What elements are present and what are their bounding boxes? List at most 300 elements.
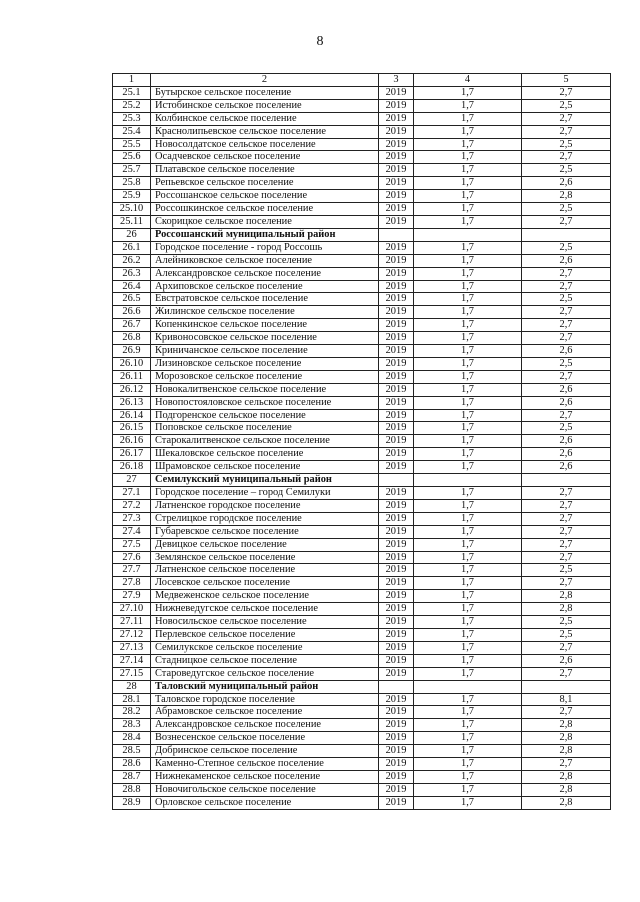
value-col4-cell: 1,7: [414, 577, 522, 590]
year-cell: 2019: [379, 112, 414, 125]
value-col5-cell: 2,8: [522, 603, 611, 616]
year-cell: 2019: [379, 525, 414, 538]
year-cell: 2019: [379, 551, 414, 564]
value-col4-cell: 1,7: [414, 719, 522, 732]
value-col5-cell: [522, 474, 611, 487]
settlement-name-cell: Землянское сельское поселение: [151, 551, 379, 564]
value-col4-cell: 1,7: [414, 215, 522, 228]
row-number-cell: 27.6: [113, 551, 151, 564]
value-col5-cell: 2,6: [522, 345, 611, 358]
row-number-cell: 26.1: [113, 241, 151, 254]
row-number-cell: 28.3: [113, 719, 151, 732]
settlement-name-cell: Алейниковское сельское поселение: [151, 254, 379, 267]
year-cell: 2019: [379, 86, 414, 99]
value-col4-cell: 1,7: [414, 357, 522, 370]
year-cell: 2019: [379, 396, 414, 409]
value-col4-cell: 1,7: [414, 151, 522, 164]
year-cell: 2019: [379, 164, 414, 177]
value-col5-cell: 2,8: [522, 770, 611, 783]
row-number-cell: 28.8: [113, 783, 151, 796]
settlement-name-cell: Репьевское сельское поселение: [151, 177, 379, 190]
year-cell: 2019: [379, 267, 414, 280]
value-col5-cell: 2,6: [522, 254, 611, 267]
row-number-cell: 28.2: [113, 706, 151, 719]
row-number-cell: 25.7: [113, 164, 151, 177]
year-cell: 2019: [379, 190, 414, 203]
header-cell-2: 2: [151, 74, 379, 87]
year-cell: [379, 228, 414, 241]
row-number-cell: 26.8: [113, 332, 151, 345]
district-row: [113, 228, 611, 241]
settlement-name-cell: Евстратовское сельское поселение: [151, 293, 379, 306]
value-col4-cell: 1,7: [414, 641, 522, 654]
table-row: [113, 745, 611, 758]
settlement-name-cell: Александровское сельское поселение: [151, 267, 379, 280]
value-col4-cell: 1,7: [414, 525, 522, 538]
year-cell: 2019: [379, 512, 414, 525]
value-col5-cell: 2,7: [522, 370, 611, 383]
year-cell: 2019: [379, 590, 414, 603]
settlement-name-cell: Стадницкое сельское поселение: [151, 654, 379, 667]
year-cell: 2019: [379, 654, 414, 667]
table-row: [113, 487, 611, 500]
settlement-name-cell: Колбинское сельское поселение: [151, 112, 379, 125]
value-col5-cell: 2,5: [522, 422, 611, 435]
value-col5-cell: [522, 680, 611, 693]
value-col5-cell: [522, 228, 611, 241]
value-col4-cell: 1,7: [414, 396, 522, 409]
table-row: [113, 719, 611, 732]
settlement-name-cell: Нижневедугское сельское поселение: [151, 603, 379, 616]
settlement-name-cell: Нижнекаменское сельское поселение: [151, 770, 379, 783]
table-row: [113, 383, 611, 396]
value-col5-cell: 2,7: [522, 706, 611, 719]
table-row: [113, 138, 611, 151]
settlement-name-cell: Жилинское сельское поселение: [151, 306, 379, 319]
value-col5-cell: 2,7: [522, 409, 611, 422]
value-col5-cell: 2,7: [522, 267, 611, 280]
table-row: [113, 345, 611, 358]
table-row: [113, 409, 611, 422]
table-row: [113, 99, 611, 112]
year-cell: 2019: [379, 306, 414, 319]
row-number-cell: 25.9: [113, 190, 151, 203]
year-cell: 2019: [379, 319, 414, 332]
row-number-cell: 27.9: [113, 590, 151, 603]
year-cell: 2019: [379, 719, 414, 732]
value-col4-cell: 1,7: [414, 306, 522, 319]
table-row: [113, 396, 611, 409]
row-number-cell: 26.7: [113, 319, 151, 332]
value-col5-cell: 2,7: [522, 112, 611, 125]
row-number-cell: 27.5: [113, 538, 151, 551]
year-cell: 2019: [379, 499, 414, 512]
settlement-name-cell: Россошанский муниципальный район: [151, 228, 379, 241]
year-cell: 2019: [379, 280, 414, 293]
year-cell: 2019: [379, 564, 414, 577]
header-cell-5: 5: [522, 74, 611, 87]
row-number-cell: 25.2: [113, 99, 151, 112]
header-cell-1: 1: [113, 74, 151, 87]
settlements-table: [112, 73, 611, 810]
settlement-name-cell: Новосильское сельское поселение: [151, 616, 379, 629]
settlement-name-cell: Семилукское сельское поселение: [151, 641, 379, 654]
year-cell: 2019: [379, 448, 414, 461]
year-cell: 2019: [379, 332, 414, 345]
table-row: [113, 706, 611, 719]
value-col4-cell: 1,7: [414, 319, 522, 332]
table-row: [113, 332, 611, 345]
year-cell: 2019: [379, 487, 414, 500]
settlement-name-cell: Россошанское сельское поселение: [151, 190, 379, 203]
value-col4-cell: 1,7: [414, 745, 522, 758]
row-number-cell: 26.12: [113, 383, 151, 396]
row-number-cell: 26.10: [113, 357, 151, 370]
settlement-name-cell: Семилукский муниципальный район: [151, 474, 379, 487]
row-number-cell: 27.2: [113, 499, 151, 512]
value-col4-cell: 1,7: [414, 512, 522, 525]
value-col4-cell: 1,7: [414, 254, 522, 267]
value-col5-cell: 2,8: [522, 745, 611, 758]
year-cell: 2019: [379, 138, 414, 151]
settlement-name-cell: Платавское сельское поселение: [151, 164, 379, 177]
header-row: [113, 74, 611, 87]
value-col4-cell: 1,7: [414, 487, 522, 500]
value-col4-cell: 1,7: [414, 551, 522, 564]
settlement-name-cell: Криничанское сельское поселение: [151, 345, 379, 358]
value-col4-cell: 1,7: [414, 732, 522, 745]
table-row: [113, 203, 611, 216]
district-row: [113, 680, 611, 693]
table-row: [113, 319, 611, 332]
value-col5-cell: 2,8: [522, 732, 611, 745]
value-col5-cell: 2,5: [522, 564, 611, 577]
value-col5-cell: 2,6: [522, 461, 611, 474]
table-row: [113, 293, 611, 306]
settlement-name-cell: Медвеженское сельское поселение: [151, 590, 379, 603]
value-col5-cell: 2,8: [522, 719, 611, 732]
value-col5-cell: 2,7: [522, 641, 611, 654]
value-col4-cell: 1,7: [414, 86, 522, 99]
year-cell: 2019: [379, 538, 414, 551]
value-col4-cell: 1,7: [414, 564, 522, 577]
settlement-name-cell: Александровское сельское поселение: [151, 719, 379, 732]
settlement-name-cell: Архиповское сельское поселение: [151, 280, 379, 293]
settlement-name-cell: Лосевское сельское поселение: [151, 577, 379, 590]
row-number-cell: 26.16: [113, 435, 151, 448]
table-row: [113, 628, 611, 641]
value-col5-cell: 2,5: [522, 357, 611, 370]
value-col5-cell: 2,6: [522, 396, 611, 409]
settlement-name-cell: Скорицкое сельское поселение: [151, 215, 379, 228]
table-row: [113, 538, 611, 551]
year-cell: 2019: [379, 783, 414, 796]
value-col4-cell: 1,7: [414, 422, 522, 435]
table-row: [113, 306, 611, 319]
row-number-cell: 28.1: [113, 693, 151, 706]
year-cell: 2019: [379, 641, 414, 654]
year-cell: 2019: [379, 345, 414, 358]
table-row: [113, 125, 611, 138]
value-col5-cell: 2,7: [522, 319, 611, 332]
settlement-name-cell: Абрамовское сельское поселение: [151, 706, 379, 719]
year-cell: 2019: [379, 177, 414, 190]
value-col5-cell: 2,5: [522, 628, 611, 641]
settlement-name-cell: Россошкинское сельское поселение: [151, 203, 379, 216]
value-col5-cell: 2,7: [522, 125, 611, 138]
value-col4-cell: [414, 228, 522, 241]
value-col5-cell: 2,7: [522, 499, 611, 512]
value-col5-cell: 2,7: [522, 512, 611, 525]
row-number-cell: 27.4: [113, 525, 151, 538]
value-col5-cell: 2,6: [522, 448, 611, 461]
table-row: [113, 654, 611, 667]
year-cell: 2019: [379, 203, 414, 216]
settlement-name-cell: Таловский муниципальный район: [151, 680, 379, 693]
row-number-cell: 26.2: [113, 254, 151, 267]
value-col5-cell: 2,6: [522, 383, 611, 396]
settlement-name-cell: Морозовское сельское поселение: [151, 370, 379, 383]
row-number-cell: 28.4: [113, 732, 151, 745]
row-number-cell: 25.8: [113, 177, 151, 190]
row-number-cell: 27.12: [113, 628, 151, 641]
value-col4-cell: 1,7: [414, 590, 522, 603]
table-row: [113, 254, 611, 267]
table-row: [113, 577, 611, 590]
row-number-cell: 27.1: [113, 487, 151, 500]
value-col4-cell: 1,7: [414, 125, 522, 138]
settlement-name-cell: Каменно-Степное сельское поселение: [151, 758, 379, 771]
year-cell: 2019: [379, 770, 414, 783]
value-col5-cell: 2,5: [522, 203, 611, 216]
year-cell: 2019: [379, 667, 414, 680]
row-number-cell: 26.9: [113, 345, 151, 358]
year-cell: 2019: [379, 461, 414, 474]
value-col5-cell: 2,7: [522, 306, 611, 319]
value-col5-cell: 2,8: [522, 796, 611, 809]
table-row: [113, 796, 611, 809]
value-col5-cell: 2,6: [522, 177, 611, 190]
settlement-name-cell: Новочигольское сельское поселение: [151, 783, 379, 796]
table-row: [113, 151, 611, 164]
value-col4-cell: 1,7: [414, 616, 522, 629]
year-cell: 2019: [379, 357, 414, 370]
table-row: [113, 732, 611, 745]
value-col5-cell: 2,5: [522, 99, 611, 112]
row-number-cell: 26: [113, 228, 151, 241]
settlement-name-cell: Осадчевское сельское поселение: [151, 151, 379, 164]
value-col4-cell: [414, 680, 522, 693]
table-row: [113, 499, 611, 512]
value-col5-cell: 2,8: [522, 590, 611, 603]
settlement-name-cell: Стрелицкое городское поселение: [151, 512, 379, 525]
table-body: [113, 74, 611, 810]
settlement-name-cell: Истобинское сельское поселение: [151, 99, 379, 112]
year-cell: 2019: [379, 99, 414, 112]
value-col4-cell: 1,7: [414, 770, 522, 783]
table-row: [113, 783, 611, 796]
settlement-name-cell: Губаревское сельское поселение: [151, 525, 379, 538]
settlement-name-cell: Городское поселение - город Россошь: [151, 241, 379, 254]
table-row: [113, 603, 611, 616]
table-row: [113, 190, 611, 203]
table-row: [113, 525, 611, 538]
value-col4-cell: 1,7: [414, 370, 522, 383]
settlement-name-cell: Шекаловское сельское поселение: [151, 448, 379, 461]
value-col4-cell: 1,7: [414, 345, 522, 358]
year-cell: 2019: [379, 435, 414, 448]
table-row: [113, 280, 611, 293]
value-col4-cell: [414, 474, 522, 487]
row-number-cell: 27.3: [113, 512, 151, 525]
value-col4-cell: 1,7: [414, 435, 522, 448]
year-cell: 2019: [379, 215, 414, 228]
settlement-name-cell: Бутырское сельское поселение: [151, 86, 379, 99]
row-number-cell: 26.5: [113, 293, 151, 306]
table-row: [113, 422, 611, 435]
value-col4-cell: 1,7: [414, 112, 522, 125]
table-row: [113, 616, 611, 629]
value-col4-cell: 1,7: [414, 177, 522, 190]
table-row: [113, 693, 611, 706]
row-number-cell: 28: [113, 680, 151, 693]
value-col5-cell: 2,5: [522, 616, 611, 629]
value-col5-cell: 2,5: [522, 164, 611, 177]
row-number-cell: 26.17: [113, 448, 151, 461]
row-number-cell: 25.3: [113, 112, 151, 125]
year-cell: 2019: [379, 706, 414, 719]
year-cell: 2019: [379, 577, 414, 590]
year-cell: 2019: [379, 409, 414, 422]
year-cell: 2019: [379, 370, 414, 383]
settlement-name-cell: Краснолипьевское сельское поселение: [151, 125, 379, 138]
value-col4-cell: 1,7: [414, 99, 522, 112]
settlement-name-cell: Городское поселение – город Семилуки: [151, 487, 379, 500]
table-row: [113, 512, 611, 525]
table-row: [113, 241, 611, 254]
value-col4-cell: 1,7: [414, 241, 522, 254]
row-number-cell: 25.10: [113, 203, 151, 216]
value-col5-cell: 8,1: [522, 693, 611, 706]
table-row: [113, 435, 611, 448]
year-cell: 2019: [379, 293, 414, 306]
year-cell: 2019: [379, 241, 414, 254]
settlement-name-cell: Старокалитвенское сельское поселение: [151, 435, 379, 448]
row-number-cell: 26.15: [113, 422, 151, 435]
table-row: [113, 641, 611, 654]
table-row: [113, 370, 611, 383]
value-col5-cell: 2,7: [522, 215, 611, 228]
row-number-cell: 25.5: [113, 138, 151, 151]
value-col4-cell: 1,7: [414, 796, 522, 809]
row-number-cell: 28.9: [113, 796, 151, 809]
settlement-name-cell: Новокалитвенское сельское поселение: [151, 383, 379, 396]
value-col4-cell: 1,7: [414, 332, 522, 345]
settlement-name-cell: Девицкое сельское поселение: [151, 538, 379, 551]
value-col4-cell: 1,7: [414, 461, 522, 474]
value-col5-cell: 2,7: [522, 487, 611, 500]
settlement-name-cell: Латненское сельское поселение: [151, 564, 379, 577]
value-col5-cell: 2,6: [522, 654, 611, 667]
settlement-name-cell: Лизиновское сельское поселение: [151, 357, 379, 370]
value-col5-cell: 2,7: [522, 280, 611, 293]
year-cell: 2019: [379, 628, 414, 641]
value-col5-cell: 2,7: [522, 538, 611, 551]
value-col4-cell: 1,7: [414, 628, 522, 641]
year-cell: 2019: [379, 796, 414, 809]
value-col5-cell: 2,7: [522, 551, 611, 564]
value-col4-cell: 1,7: [414, 783, 522, 796]
value-col5-cell: 2,7: [522, 332, 611, 345]
value-col5-cell: 2,6: [522, 435, 611, 448]
year-cell: 2019: [379, 603, 414, 616]
year-cell: 2019: [379, 758, 414, 771]
value-col4-cell: 1,7: [414, 203, 522, 216]
table-row: [113, 551, 611, 564]
year-cell: 2019: [379, 422, 414, 435]
row-number-cell: 25.6: [113, 151, 151, 164]
table-row: [113, 267, 611, 280]
row-number-cell: 27: [113, 474, 151, 487]
value-col4-cell: 1,7: [414, 280, 522, 293]
settlement-name-cell: Орловское сельское поселение: [151, 796, 379, 809]
row-number-cell: 26.3: [113, 267, 151, 280]
value-col4-cell: 1,7: [414, 164, 522, 177]
value-col4-cell: 1,7: [414, 190, 522, 203]
row-number-cell: 27.8: [113, 577, 151, 590]
year-cell: 2019: [379, 254, 414, 267]
table-row: [113, 357, 611, 370]
row-number-cell: 26.14: [113, 409, 151, 422]
value-col5-cell: 2,5: [522, 241, 611, 254]
row-number-cell: 27.14: [113, 654, 151, 667]
value-col4-cell: 1,7: [414, 409, 522, 422]
value-col4-cell: 1,7: [414, 138, 522, 151]
value-col4-cell: 1,7: [414, 538, 522, 551]
year-cell: 2019: [379, 125, 414, 138]
settlement-name-cell: Латненское городское поселение: [151, 499, 379, 512]
settlement-name-cell: Новопостояловское сельское поселение: [151, 396, 379, 409]
year-cell: 2019: [379, 745, 414, 758]
row-number-cell: 25.4: [113, 125, 151, 138]
year-cell: 2019: [379, 383, 414, 396]
value-col4-cell: 1,7: [414, 667, 522, 680]
row-number-cell: 26.13: [113, 396, 151, 409]
year-cell: 2019: [379, 616, 414, 629]
district-row: [113, 474, 611, 487]
value-col5-cell: 2,8: [522, 190, 611, 203]
row-number-cell: 27.10: [113, 603, 151, 616]
settlement-name-cell: Новосолдатское сельское поселение: [151, 138, 379, 151]
table-row: [113, 86, 611, 99]
value-col5-cell: 2,5: [522, 138, 611, 151]
row-number-cell: 26.6: [113, 306, 151, 319]
value-col5-cell: 2,5: [522, 293, 611, 306]
table-row: [113, 667, 611, 680]
value-col5-cell: 2,7: [522, 151, 611, 164]
year-cell: [379, 680, 414, 693]
table-row: [113, 590, 611, 603]
table-row: [113, 770, 611, 783]
value-col4-cell: 1,7: [414, 448, 522, 461]
value-col5-cell: 2,8: [522, 783, 611, 796]
table-row: [113, 448, 611, 461]
value-col4-cell: 1,7: [414, 603, 522, 616]
row-number-cell: 26.11: [113, 370, 151, 383]
table-row: [113, 215, 611, 228]
page-number: 8: [316, 34, 324, 49]
settlement-name-cell: Копенкинское сельское поселение: [151, 319, 379, 332]
